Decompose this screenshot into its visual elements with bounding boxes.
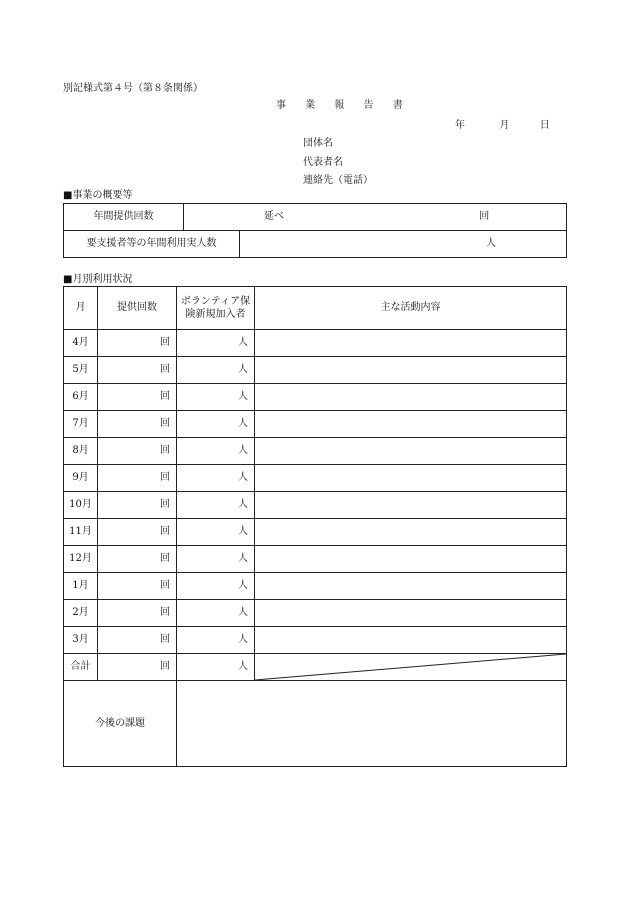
contact-label: 連絡先（電話） [303,175,373,186]
persons-unit: 人 [238,607,248,618]
month-rows [64,330,567,654]
monthly-table [63,286,567,767]
month-row [64,357,567,384]
persons-field[interactable] [177,546,255,573]
persons-unit: 人 [486,238,496,249]
persons-unit: 人 [238,580,248,591]
annual-times-label: 年間提供回数 [64,204,184,231]
activities-field[interactable] [255,600,567,627]
times-unit: 回 [160,445,170,456]
persons-field[interactable] [177,492,255,519]
persons-unit: 人 [238,364,248,375]
activities-field[interactable] [255,357,567,384]
activities-header: 主な活動内容 [255,287,567,330]
persons-unit: 人 [238,391,248,402]
future-issues-field[interactable] [177,681,567,767]
times-field[interactable] [98,573,177,600]
users-label: 要支援者等の年間利用実人数 [64,231,240,258]
times-unit: 回 [160,418,170,429]
month-label: 4月 [64,330,98,357]
month-row [64,573,567,600]
year-label: 年 [455,120,465,131]
activities-field[interactable] [255,546,567,573]
total-persons-field[interactable] [177,654,255,681]
form-number: 別記様式第４号（第８条関係） [63,83,203,94]
month-row [64,384,567,411]
annual-times-row [64,204,567,231]
persons-field[interactable] [177,357,255,384]
times-field[interactable] [98,546,177,573]
total-times-field[interactable] [98,654,177,681]
times-field[interactable] [98,411,177,438]
month-label: 5月 [64,357,98,384]
month-label: 8月 [64,438,98,465]
persons-field[interactable] [177,438,255,465]
activities-field[interactable] [255,492,567,519]
month-row [64,627,567,654]
month-label: 6月 [64,384,98,411]
overview-table [63,203,567,258]
activities-field[interactable] [255,627,567,654]
times-unit: 回 [479,211,490,222]
persons-unit: 人 [238,634,248,645]
overview-heading: ■事業の概要等 [63,190,133,201]
document-title: 事 業 報 告 書 [276,100,411,111]
month-header: 月 [64,287,98,330]
total-activities-cell [255,654,567,681]
persons-field[interactable] [177,465,255,492]
month-row [64,519,567,546]
persons-field[interactable] [177,411,255,438]
activities-field[interactable] [255,384,567,411]
times-field[interactable] [98,600,177,627]
activities-field[interactable] [255,519,567,546]
month-label: 月 [499,120,510,131]
times-unit: 回 [160,580,170,591]
times-unit: 回 [160,634,170,645]
total-persons-unit: 人 [238,661,248,672]
date-line [455,121,550,131]
activities-field[interactable] [255,411,567,438]
times-field[interactable] [98,384,177,411]
persons-field[interactable] [177,573,255,600]
monthly-header-row [64,287,567,330]
times-field[interactable] [98,438,177,465]
persons-field[interactable] [177,384,255,411]
times-unit: 回 [160,499,170,510]
times-field[interactable] [98,492,177,519]
persons-unit: 人 [238,553,248,564]
month-row [64,546,567,573]
volunteer-header: ボランティア保険新規加入者 [177,287,255,330]
times-unit: 回 [160,607,170,618]
times-field[interactable] [98,465,177,492]
times-field[interactable] [98,627,177,654]
times-unit: 回 [160,553,170,564]
times-unit: 回 [160,391,170,402]
persons-unit: 人 [238,499,248,510]
persons-field[interactable] [177,330,255,357]
total-label: 合計 [64,654,98,681]
month-label: 11月 [64,519,98,546]
activities-field[interactable] [255,573,567,600]
month-label: 12月 [64,546,98,573]
activities-field[interactable] [255,330,567,357]
persons-field[interactable] [177,627,255,654]
month-row [64,492,567,519]
persons-unit: 人 [238,526,248,537]
times-unit: 回 [160,472,170,483]
times-field[interactable] [98,357,177,384]
month-label: 9月 [64,465,98,492]
month-label: 3月 [64,627,98,654]
times-unit: 回 [160,337,170,348]
monthly-heading: ■月別利用状況 [63,274,133,285]
future-issues-row [64,681,567,767]
month-row [64,600,567,627]
month-row [64,411,567,438]
month-label: 7月 [64,411,98,438]
month-label: 1月 [64,573,98,600]
times-field[interactable] [98,519,177,546]
diagonal-line [255,654,566,680]
cumulative-label: 延べ [264,211,284,222]
representative-label: 代表者名 [303,157,343,168]
persons-unit: 人 [238,445,248,456]
month-row [64,438,567,465]
activities-field[interactable] [255,465,567,492]
total-times-unit: 回 [160,661,170,672]
persons-field[interactable] [177,600,255,627]
annual-times-field[interactable] [184,204,567,231]
group-name-label: 団体名 [303,138,333,149]
month-label: 10月 [64,492,98,519]
times-field[interactable] [98,330,177,357]
times-unit: 回 [160,364,170,375]
persons-unit: 人 [238,337,248,348]
month-row [64,465,567,492]
total-row [64,654,567,681]
month-label: 2月 [64,600,98,627]
users-row [64,231,567,258]
persons-unit: 人 [238,472,248,483]
users-field[interactable] [240,231,567,258]
day-label: 日 [539,120,550,131]
month-row [64,330,567,357]
activities-field[interactable] [255,438,567,465]
persons-field[interactable] [177,519,255,546]
times-unit: 回 [160,526,170,537]
times-header: 提供回数 [98,287,177,330]
persons-unit: 人 [238,418,248,429]
future-issues-label: 今後の課題 [64,681,177,767]
